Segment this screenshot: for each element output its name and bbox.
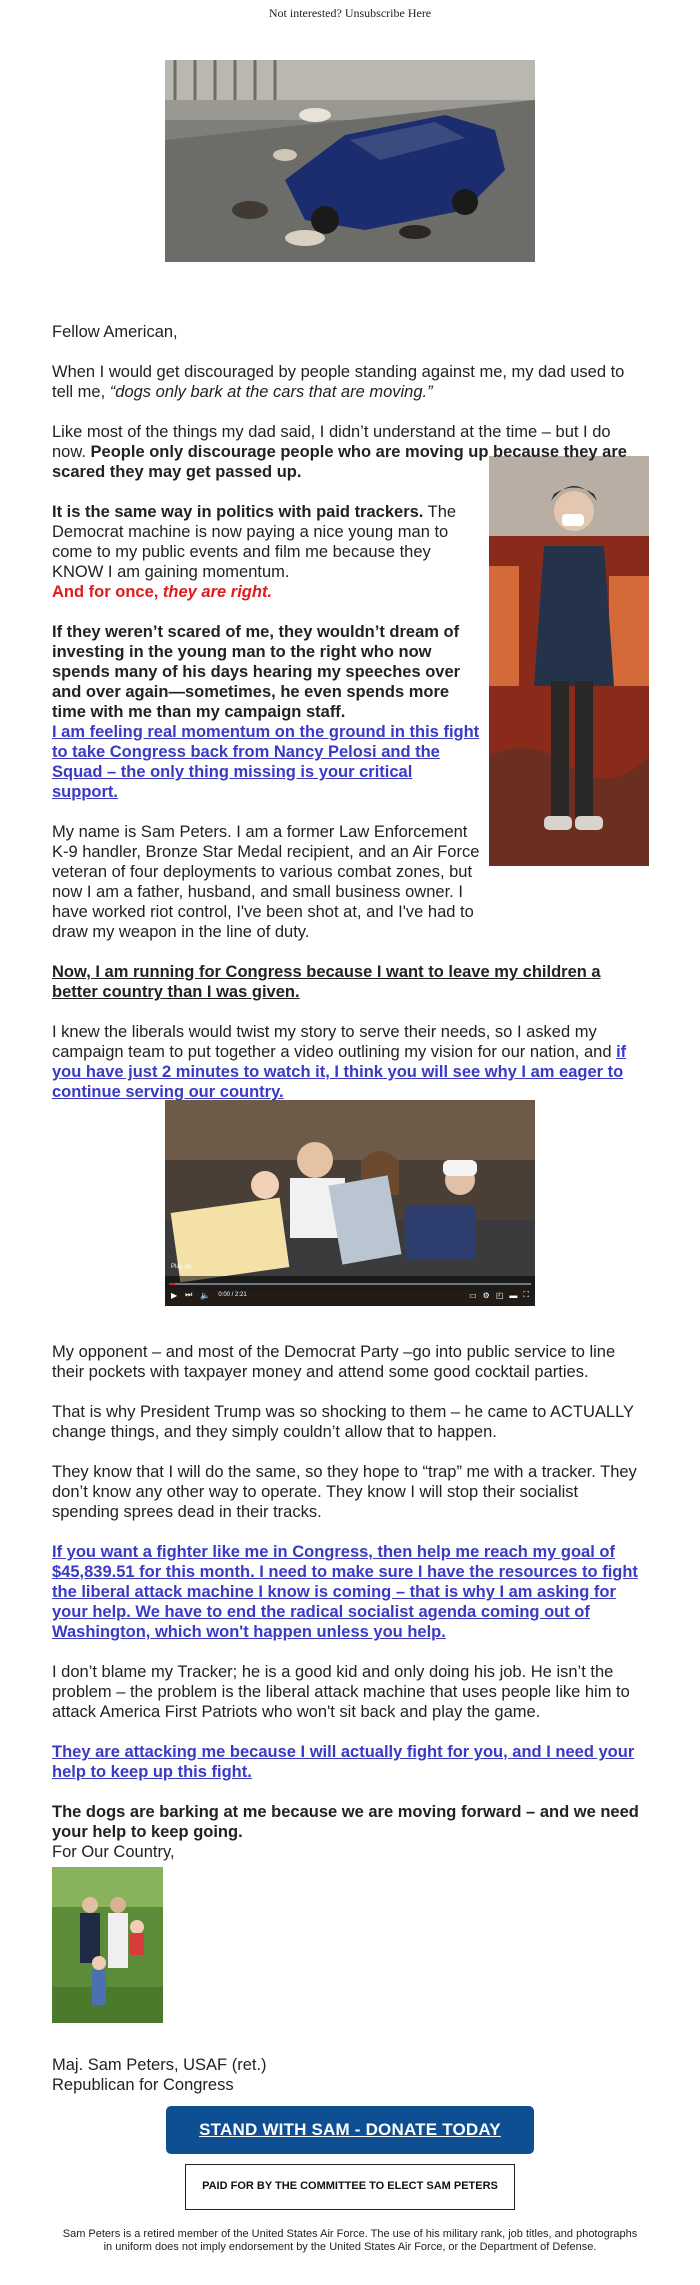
signature-title: Republican for Congress bbox=[52, 2076, 234, 2094]
unsubscribe-link[interactable]: Not interested? Unsubscribe Here bbox=[268, 6, 432, 20]
video-play-hint: Play (k) bbox=[171, 1264, 192, 1270]
tracker-photo bbox=[489, 456, 649, 866]
watch-video-link[interactable]: if you have just 2 minutes to watch it, I think you will see why I am eager to continue serving our country. bbox=[52, 1043, 627, 1101]
theater-icon[interactable]: ▬ bbox=[509, 1290, 518, 1300]
closing: For Our Country, bbox=[52, 1843, 175, 1861]
miniplayer-icon[interactable]: ◰ bbox=[495, 1290, 504, 1300]
subtitles-icon[interactable]: ▭ bbox=[469, 1290, 477, 1300]
greeting: Fellow American, bbox=[52, 323, 178, 341]
donate-button[interactable]: STAND WITH SAM - DONATE TODAY bbox=[166, 2106, 534, 2154]
paragraph-opponent: My opponent – and most of the Democrat Party –go into public service to line their pockets with taxpayer money and attend some good cocktail parties. bbox=[52, 1343, 616, 1381]
paragraph-biography: My name is Sam Peters. I am a former Law Enforcement K-9 handler, Bronze Star Medal recipient, and an Air Force veteran of four deployments to various combat zones, but now I am a father, husband, and small business owner. I have worked riot control, I've been shot at, and I've had to draw my weapon in the line of duty. bbox=[52, 823, 480, 941]
paragraph-dogs-barking: The dogs are barking at me because we are moving forward – and we need your help to keep going. bbox=[52, 1803, 639, 1841]
next-icon[interactable]: ⏭ bbox=[185, 1290, 193, 1299]
signature bbox=[52, 2055, 648, 2095]
running-for-congress: Now, I am running for Congress because I want to leave my children a better country than I was given. bbox=[52, 963, 601, 1001]
video-time: 0:00 / 2:21 bbox=[218, 1292, 247, 1298]
volume-icon[interactable]: 🔈 bbox=[200, 1290, 211, 1300]
settings-icon[interactable]: ⚙ bbox=[482, 1290, 490, 1300]
hero-image-dogs-car bbox=[165, 60, 535, 262]
fullscreen-icon[interactable]: ⛶ bbox=[523, 1290, 529, 1299]
signature-name: Maj. Sam Peters, USAF (ret.) bbox=[52, 2056, 267, 2074]
disclaimer: Sam Peters is a retired member of the United States Air Force. The use of his military rank, job titles, and photographs in uniform does not imply endorsement by the United States Air Force, or the Department of Defense. bbox=[62, 2228, 638, 2253]
paragraph-tracker-blame: I don’t blame my Tracker; he is a good kid and only doing his job. He isn’t the problem – the problem is the liberal attack machine that uses people like him to attack America First Patriots who won't sit back and play the game. bbox=[52, 1663, 630, 1721]
play-icon[interactable]: ▶ bbox=[171, 1290, 178, 1300]
momentum-link[interactable]: I am feeling real momentum on the ground in this fight to take Congress back from Nancy Pelosi and the Squad – the only thing missing is your critical support. bbox=[52, 723, 480, 801]
paragraph-discourage: Like most of the things my dad said, I didn’t understand at the time – but I do now. People only discourage people who are moving up because they are scared they may get passed up. bbox=[52, 423, 627, 481]
paragraph-they-are-right: And for once, they are right. bbox=[52, 583, 273, 601]
family-photo bbox=[52, 1867, 163, 2023]
campaign-video[interactable] bbox=[165, 1100, 535, 1306]
paragraph-dad-saying: When I would get discouraged by people standing against me, my dad used to tell me, “dogs only bark at the cars that are moving.” bbox=[52, 363, 625, 401]
dad-quote: “dogs only bark at the cars that are moving.” bbox=[109, 383, 433, 401]
paragraph-paid-trackers: It is the same way in politics with paid trackers. The Democrat machine is now paying a nice young man to come to my public events and film me because they KNOW I am gaining momentum. bbox=[52, 503, 457, 581]
paragraph-scared: If they weren’t scared of me, they wouldn’t dream of investing in the young man to the right who now spends many of his days hearing my speeches over and over again—sometimes, he even spends more time with me than my campaign staff. bbox=[52, 623, 461, 721]
fight-link[interactable]: They are attacking me because I will actually fight for you, and I need your help to keep up this fight. bbox=[52, 1743, 635, 1781]
paid-for-box: PAID FOR BY THE COMMITTEE TO ELECT SAM PETERS bbox=[185, 2164, 515, 2210]
paragraph-video-intro: I knew the liberals would twist my story to serve their needs, so I asked my campaign team to put together a video outlining my vision for our nation, and if you have just 2 minutes to watch it, I think you will see why I am eager to continue serving our country. bbox=[52, 1023, 627, 1101]
paragraph-trump: That is why President Trump was so shocking to them – he came to ACTUALLY change things, and they simply couldn’t allow that to happen. bbox=[52, 1403, 634, 1441]
goal-link[interactable]: If you want a fighter like me in Congress, then help me reach my goal of $45,839.51 for this month. I need to make sure I have the resources to fight the liberal attack machine I know is coming – that is why I am asking for your help. We have to end the radical socialist agenda coming out of Washington, which won't happen unless you help. bbox=[52, 1543, 638, 1641]
paragraph-trap: They know that I will do the same, so they hope to “trap” me with a tracker. They don’t know any other way to operate. They know I will stop their socialist spending sprees dead in their tracks. bbox=[52, 1463, 637, 1521]
